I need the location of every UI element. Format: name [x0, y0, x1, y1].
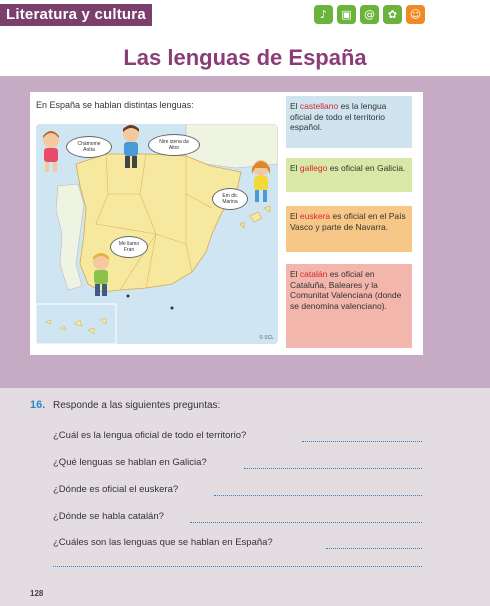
boy-illustration-basque [118, 124, 144, 170]
speech-bubble-galician [66, 136, 112, 158]
exercise-title: Responde a las siguientes preguntas: [53, 400, 221, 411]
tree-icon[interactable]: ✿ [383, 5, 402, 24]
question-2: ¿Qué lenguas se hablan en Galicia? [53, 457, 207, 468]
audio-icon[interactable]: ♪ [314, 5, 333, 24]
answer-line-1[interactable] [302, 441, 422, 442]
box-text: El [290, 101, 300, 111]
book-icon[interactable]: ▣ [337, 5, 356, 24]
language-name: castellano [299, 101, 339, 111]
language-box-euskera [286, 206, 412, 252]
boy-illustration-andalusia [88, 252, 114, 298]
bubble-line: Aitor [168, 145, 180, 151]
info-card [30, 92, 423, 355]
bubble-line: Antía [83, 147, 95, 153]
language-box-gallego [286, 158, 412, 192]
map-credit: © SCL [259, 335, 274, 341]
speech-bubble-basque [148, 134, 200, 156]
exercise-number: 16. [30, 399, 46, 411]
language-name: gallego [299, 163, 328, 173]
box-text: es la lengua oficial de todo el territorio español. [290, 101, 387, 132]
question-5: ¿Cuáles son las lenguas que se hablan en España? [53, 537, 273, 548]
question-3: ¿Dónde es oficial el euskera? [53, 484, 179, 495]
answer-line-5[interactable] [326, 548, 422, 549]
person-icon[interactable]: ☺ [406, 5, 425, 24]
box-text: es oficial en Cataluña, Baleares y la Comunitat Valenciana (donde se denomina valenciano). [290, 269, 402, 311]
spain-map [36, 124, 278, 344]
answer-line-3[interactable] [214, 495, 422, 496]
language-name: catalán [299, 269, 328, 279]
answer-line-2[interactable] [244, 468, 422, 469]
bubble-line: Em dic [222, 193, 238, 199]
answer-line-4[interactable] [190, 522, 422, 523]
speech-bubble-catalan [212, 188, 248, 210]
language-name: euskera [299, 211, 331, 221]
girl-illustration-catalonia [248, 158, 274, 204]
bubble-line: Me llamo [118, 241, 140, 247]
section-tag: Literatura y cultura [0, 4, 152, 26]
language-box-catalan [286, 264, 412, 348]
answer-line-6[interactable] [53, 566, 422, 567]
box-text: El [290, 163, 300, 173]
page-title: Las lenguas de España [123, 45, 367, 70]
bubble-line: Chámome [77, 141, 101, 147]
question-1: ¿Cuál es la lengua oficial de todo el territorio? [53, 430, 247, 441]
girl-illustration-galicia [38, 130, 64, 174]
web-icon[interactable]: @ [360, 5, 379, 24]
intro-text: En España se hablan distintas lenguas: [36, 100, 194, 110]
map-illustration [36, 124, 278, 344]
bubble-line: Fran [123, 247, 135, 253]
bubble-line: Nire izena da [159, 139, 189, 145]
speech-bubble-castilian [110, 236, 148, 258]
box-text: El [290, 269, 300, 279]
page-number: 128 [30, 589, 44, 598]
box-text: El [290, 211, 300, 221]
box-text: es oficial en Galicia. [327, 163, 406, 173]
language-box-castellano [286, 96, 412, 148]
resource-icons [314, 5, 425, 25]
bubble-line: Marina [222, 199, 238, 205]
box-text: es oficial en el País Vasco y parte de Navarra. [290, 211, 406, 232]
question-4: ¿Dónde se habla catalán? [53, 511, 164, 522]
